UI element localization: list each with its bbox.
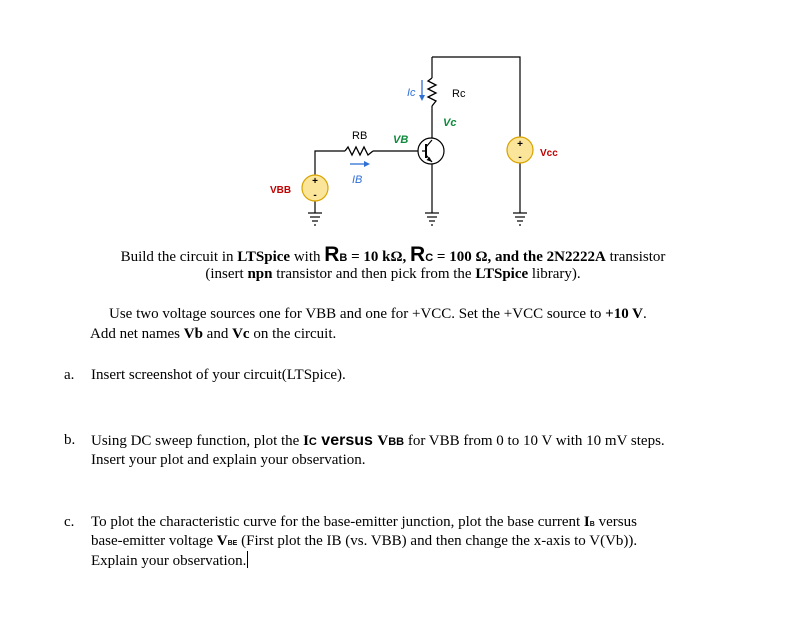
vbb-label: VBB	[270, 185, 292, 196]
item-a-marker: a.	[64, 367, 75, 383]
npn-bold: npn	[247, 266, 273, 282]
line2-pre: (insert	[205, 266, 248, 282]
ltspice-lib-bold: LTSpice	[475, 266, 529, 282]
ic-arrow-icon	[419, 95, 425, 101]
rc-symbol: R	[410, 243, 426, 266]
ib-subscript: B	[589, 521, 595, 528]
ic-subscript: C	[308, 436, 317, 448]
rb-symbol: R	[324, 243, 340, 266]
item-b-pre: Using DC sweep function, plot the	[91, 433, 304, 449]
item-a-text: Insert screenshot of your circuit(LTSpice).	[91, 367, 346, 383]
instruction-line-3	[109, 305, 647, 324]
rb-resistor	[345, 147, 373, 155]
npn-transistor	[418, 138, 444, 164]
text-cursor	[247, 551, 248, 568]
vbe-symbol: V	[216, 533, 228, 549]
item-c-post: versus	[594, 514, 637, 530]
item-c-line-1	[91, 513, 637, 534]
line1-end: transistor	[605, 249, 666, 265]
vc-net-bold: Vc	[232, 326, 250, 342]
ground-emitter	[425, 213, 439, 225]
vbb-plus: +	[312, 176, 318, 187]
vbb-source	[302, 175, 328, 201]
circuit-wires	[315, 57, 520, 213]
item-c-line2-pre: base-emitter voltage	[91, 533, 217, 549]
item-c-marker: c.	[64, 514, 75, 530]
ground-symbols	[308, 213, 527, 225]
item-b-marker: b.	[64, 432, 76, 448]
rc-value: = 100 Ω, and the	[433, 249, 547, 265]
vb-label: VB	[393, 134, 409, 146]
vcc-value: +10 V	[605, 306, 644, 322]
item-c-line2-post: (First plot the IB (vs. VBB) and then change the x-axis to V(Vb)).	[237, 533, 638, 549]
item-c-line-2	[91, 532, 637, 553]
line2-end: library).	[528, 266, 581, 282]
ltspice-bold: LTSpice	[237, 249, 291, 265]
rc-resistor	[428, 78, 436, 106]
wire-vbb-rb	[315, 151, 345, 175]
line4-end: on the circuit.	[249, 326, 337, 342]
vbb-symbol: V	[377, 433, 389, 449]
versus-bold: versus	[316, 432, 378, 449]
vc-label: Vc	[443, 117, 457, 129]
line3-end: .	[643, 306, 647, 322]
instruction-line-4	[90, 325, 336, 344]
item-c-line-3[interactable]	[91, 551, 248, 571]
vcc-minus: -	[518, 152, 522, 163]
transistor-model: 2N2222A	[546, 249, 606, 265]
item-b-post: for VBB from 0 to 10 V with 10 mV steps.	[404, 433, 665, 449]
line4-and: and	[202, 326, 233, 342]
line3-pre: Use two voltage sources one for VBB and one for +VCC. Set the +VCC source to	[109, 306, 606, 322]
vb-net-bold: Vb	[183, 326, 203, 342]
instruction-line-2	[0, 265, 786, 284]
line1-with: with	[290, 249, 325, 265]
item-c-pre: To plot the characteristic curve for the base-emitter junction, plot the base current	[91, 514, 584, 530]
ground-vbb	[308, 213, 322, 225]
rb-label: RB	[352, 130, 368, 142]
item-c-line3-text: Explain your observation.	[91, 553, 247, 569]
rc-subscript: C	[425, 252, 434, 264]
ib-label: IB	[352, 174, 363, 186]
rc-label: Rc	[452, 88, 466, 100]
line1-pre: Build the circuit in	[120, 249, 238, 265]
ib-arrow-icon	[364, 161, 370, 167]
vbb-subscript: BB	[388, 436, 405, 448]
vcc-source	[507, 137, 533, 163]
item-b-line-1	[91, 431, 665, 452]
line4-pre: Add net names	[90, 326, 184, 342]
vbb-minus: -	[313, 190, 317, 201]
circuit-schematic	[0, 0, 786, 245]
rb-subscript: B	[339, 252, 348, 264]
rb-value: = 10 kΩ,	[347, 249, 411, 265]
vbe-subscript: BE	[227, 540, 238, 547]
vcc-label: Vcc	[540, 148, 558, 159]
line2-mid: transistor and then pick from the	[272, 266, 476, 282]
ib-symbol: I	[583, 514, 590, 530]
ground-vcc	[513, 213, 527, 225]
ic-label: Ic	[407, 87, 416, 99]
vcc-plus: +	[517, 139, 523, 150]
item-b-line-2: Insert your plot and explain your observation.	[91, 452, 366, 468]
ic-symbol: I	[303, 433, 309, 449]
